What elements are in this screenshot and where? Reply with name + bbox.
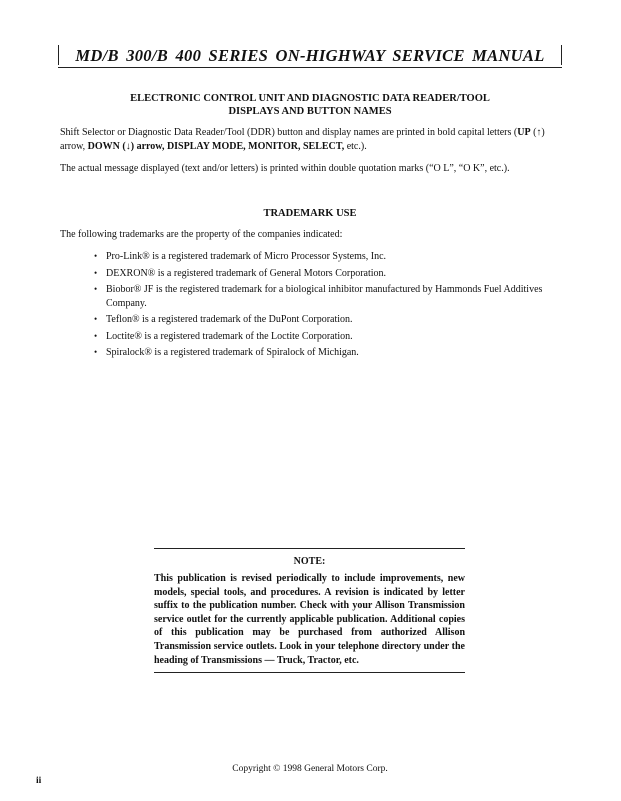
bullet-icon: • (94, 251, 98, 261)
page-header (58, 45, 562, 68)
bullet-icon: • (94, 284, 98, 294)
bullet-icon: • (94, 314, 98, 324)
bullet-icon: • (94, 347, 98, 357)
page-number: ii (36, 776, 42, 786)
button-names-paragraph (60, 126, 560, 153)
ecu-heading-line2: DISPLAYS AND BUTTON NAMES (228, 106, 392, 117)
down-arrow-icon: (↓) (119, 140, 137, 152)
list-item (94, 250, 560, 264)
para1-arrow-word: arrow, (60, 140, 88, 152)
trademark-text: DEXRON® is a registered trademark of General Motors Corporation. (106, 267, 387, 279)
trademark-text: Loctite® is a registered trademark of the Loctite Corporation. (106, 330, 353, 342)
copyright-notice: Copyright © 1998 General Motors Corp. (232, 764, 388, 774)
display-message-paragraph: The actual message displayed (text and/or letters) is printed within double quotation marks (“O L”, “O K”, etc.). (60, 163, 510, 174)
bullet-icon: • (94, 267, 98, 278)
list-item (94, 346, 560, 360)
list-item (94, 313, 560, 327)
list-item (94, 330, 560, 344)
trademark-text: Spiralock® is a registered trademark of Spiralock of Michigan. (106, 347, 359, 358)
manual-title: MD/B 300/B 400 SERIES ON-HIGHWAY SERVICE MANUAL (75, 46, 545, 65)
ecu-section-heading (58, 92, 562, 118)
para1-end: etc.). (344, 140, 367, 152)
note-box (154, 548, 465, 673)
trademark-text: Biobor® JF is the registered trademark for a biological inhibitor manufactured by Hammonds Fuel Additives Company. (106, 284, 543, 309)
note-body: This publication is revised periodically to include improvements, new models, special tools, and procedures. A revision is indicated by letter suffix to the publication number. Check with your Allison Transmission service outlet for the currently applicable publication. Additional copies of this publication may be purchased from authorized Allison Transmission service outlets. Look in your telephone directory under the heading of Transmissions — Truck, Tractor, etc. (154, 573, 465, 666)
down-button-name: DOWN (87, 140, 120, 152)
trademark-heading: TRADEMARK USE (263, 208, 357, 219)
note-heading: NOTE: (293, 556, 326, 567)
trademark-text: Teflon® is a registered trademark of the DuPont Corporation. (106, 314, 353, 325)
trademark-text: Pro-Link® is a registered trademark of Micro Processor Systems, Inc. (106, 251, 387, 262)
trademark-list (94, 250, 560, 363)
up-arrow-icon: (↑) (530, 127, 545, 138)
up-button-name: UP (517, 127, 531, 138)
list-item (94, 283, 560, 310)
list-item (94, 267, 560, 281)
button-names-bold: arrow, DISPLAY MODE, MONITOR, SELECT, (136, 140, 345, 152)
bullet-icon: • (94, 330, 98, 341)
para1-intro: Shift Selector or Diagnostic Data Reader/Tool (DDR) button and display names are printed in bold capital letters ( (60, 127, 518, 138)
trademark-intro: The following trademarks are the property of the companies indicated: (60, 229, 343, 240)
ecu-heading-line1: ELECTRONIC CONTROL UNIT AND DIAGNOSTIC DATA READER/TOOL (130, 93, 490, 104)
header-right-rule (561, 45, 562, 65)
